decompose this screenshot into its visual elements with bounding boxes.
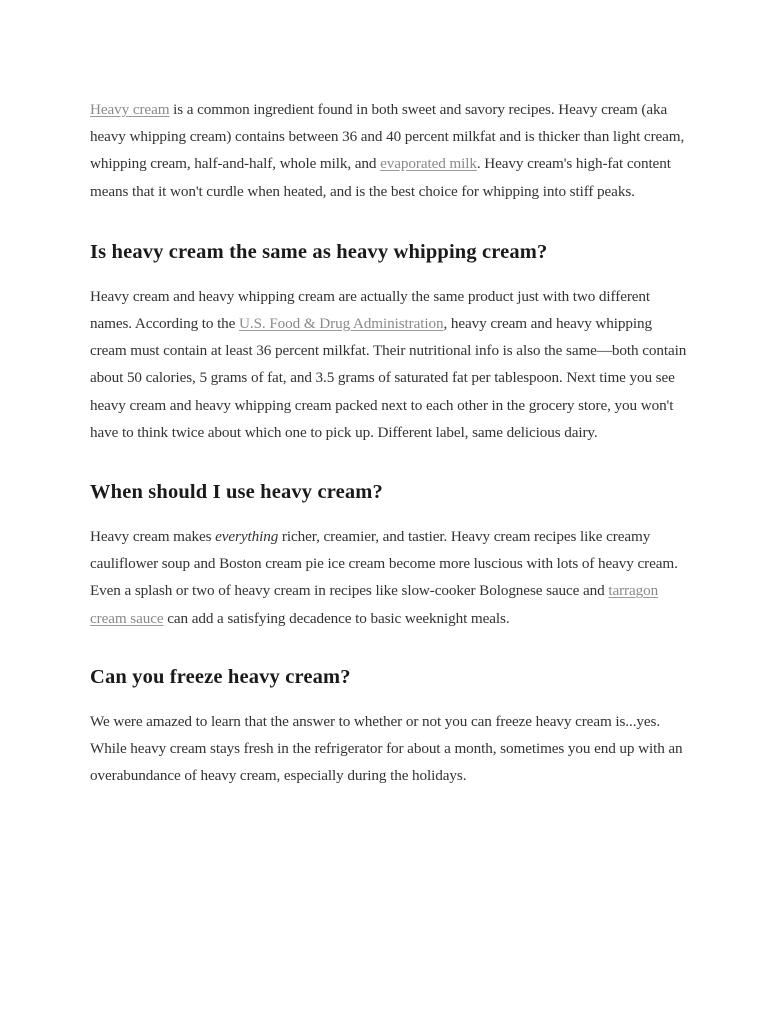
fda-link[interactable]: U.S. Food & Drug Administration (239, 315, 444, 333)
use-emphasis: everything (215, 528, 279, 546)
use-text-2: richer, creamier, and tastier. Heavy cream recipes like creamy cauliflower soup and Boston cream pie ice cream become more luscious with lots of heavy cream. Even a splash or two of heavy cream in recipes like slow-cooker Bolognese sauce and (90, 528, 678, 600)
freeze-paragraph: We were amazed to learn that the answer to whether or not you can freeze heavy cream is...yes. While heavy cream stays fresh in the refrigerator for about a month, sometimes you end up with an overabundance of heavy cream, especially during the holidays. (90, 712, 683, 785)
use-text-3: can add a satisfying decadence to basic weeknight meals. (163, 609, 510, 627)
evaporated-milk-link[interactable]: evaporated milk (380, 155, 477, 173)
heading-when-to-use: When should I use heavy cream? (90, 481, 383, 504)
intro-text-2: . Heavy cream's high-fat content means that it won't curdle when heated, and is the best choice for whipping into stiff peaks. (90, 155, 671, 200)
tarragon-cream-sauce-link[interactable]: tarragon cream sauce (90, 582, 659, 627)
intro-paragraph (90, 96, 690, 205)
use-text-1: Heavy cream makes (90, 528, 216, 546)
intro-text-1: is a common ingredient found in both sweet and savory recipes. Heavy cream (aka heavy whipping cream) contains between 36 and 40 percent milkfat and is thicker than light cream, whipping cream, half-and-half, whole milk, and (90, 101, 685, 173)
heading-can-you-freeze: Can you freeze heavy cream? (90, 665, 351, 688)
article-body (90, 96, 690, 789)
heading-same-as-whipping-cream: Is heavy cream the same as heavy whipping cream? (90, 240, 548, 263)
same-as-paragraph (90, 283, 690, 446)
heavy-cream-link[interactable]: Heavy cream (90, 101, 170, 118)
when-to-use-paragraph (90, 523, 690, 632)
same-text-2: , heavy cream and heavy whipping cream must contain at least 36 percent milkfat. Their nutritional info is also the same—both contain about 50 calories, 5 grams of fat, and 3.5 grams of saturated fat per tablespoon. Next time you see heavy cream and heavy whipping cream packed next to each other in the grocery store, you won't have to think twice about which one to pick up. Different label, same delicious dairy. (90, 315, 687, 441)
same-text-1: Heavy cream and heavy whipping cream are actually the same product just with two different names. According to the (90, 287, 651, 333)
